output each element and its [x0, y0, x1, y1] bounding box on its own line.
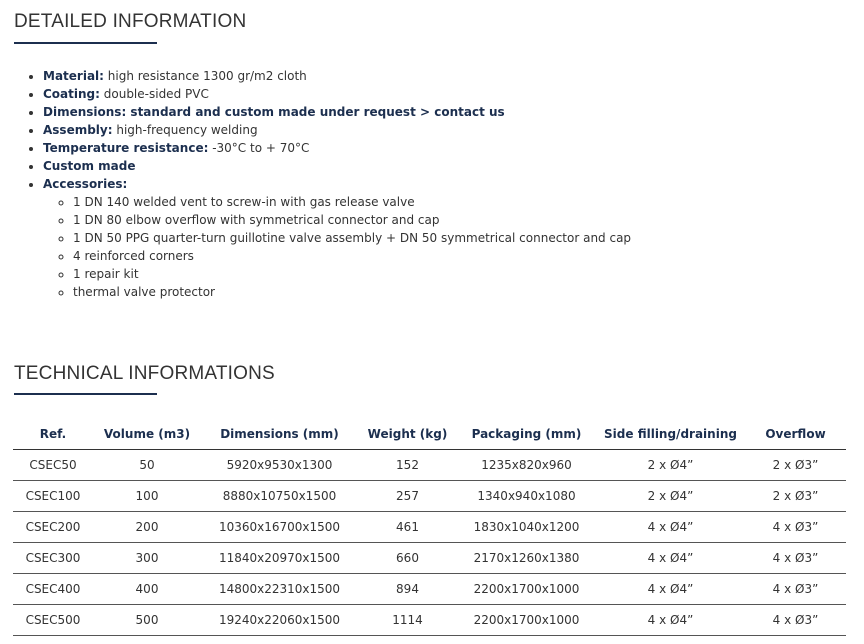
- header-side-filling: Side filling/draining: [596, 418, 745, 450]
- cell-weight: 660: [358, 543, 457, 574]
- cell-side-filling: 2 x Ø4”: [596, 481, 745, 512]
- cell-packaging: 2200x1700x1000: [457, 605, 596, 636]
- spec-dimensions: [43, 103, 631, 121]
- spec-label: Material:: [43, 69, 104, 83]
- cell-volume: 500: [93, 605, 201, 636]
- cell-ref: CSEC200: [13, 512, 93, 543]
- header-volume: Volume (m3): [93, 418, 201, 450]
- spec-label: Accessories:: [43, 177, 128, 191]
- accessory-item: ◦ 1 DN 50 PPG quarter-turn guillotine valve assembly + DN 50 symmetrical connector and cap: [73, 229, 631, 247]
- cell-weight: 894: [358, 574, 457, 605]
- cell-overflow: 4 x Ø3”: [745, 512, 846, 543]
- spec-value: high-frequency welding: [112, 123, 258, 137]
- cell-overflow: 2 x Ø3”: [745, 450, 846, 481]
- cell-dimensions: 8880x10750x1500: [201, 481, 358, 512]
- accessory-item: ◦ thermal valve protector: [73, 283, 631, 301]
- cell-weight: 152: [358, 450, 457, 481]
- cell-volume: 200: [93, 512, 201, 543]
- accessory-item: ◦ 1 DN 80 elbow overflow with symmetrical connector and cap: [73, 211, 631, 229]
- header-weight: Weight (kg): [358, 418, 457, 450]
- cell-volume: 400: [93, 574, 201, 605]
- cell-ref: CSEC500: [13, 605, 93, 636]
- header-overflow: Overflow: [745, 418, 846, 450]
- cell-dimensions: 5920x9530x1300: [201, 450, 358, 481]
- table-row: [13, 450, 846, 481]
- spec-temperature: [43, 139, 631, 157]
- cell-volume: 50: [93, 450, 201, 481]
- spec-value: -30°C to + 70°C: [208, 141, 310, 155]
- header-packaging: Packaging (mm): [457, 418, 596, 450]
- spec-label: Dimensions: standard and custom made under request > contact us: [43, 105, 505, 119]
- spec-label: Custom made: [43, 159, 136, 173]
- cell-weight: 1114: [358, 605, 457, 636]
- cell-packaging: 1830x1040x1200: [457, 512, 596, 543]
- title-underline: [14, 393, 157, 395]
- cell-ref: CSEC400: [13, 574, 93, 605]
- table-row: [13, 574, 846, 605]
- header-dimensions: Dimensions (mm): [201, 418, 358, 450]
- specifications-list: [24, 67, 631, 301]
- cell-dimensions: 19240x22060x1500: [201, 605, 358, 636]
- table-row: [13, 512, 846, 543]
- spec-assembly: [43, 121, 631, 139]
- cell-weight: 461: [358, 512, 457, 543]
- technical-informations-title: TECHNICAL INFORMATIONS: [14, 363, 275, 384]
- cell-weight: 257: [358, 481, 457, 512]
- cell-side-filling: 2 x Ø4”: [596, 450, 745, 481]
- cell-side-filling: 4 x Ø4”: [596, 543, 745, 574]
- cell-side-filling: 4 x Ø4”: [596, 574, 745, 605]
- table-header-row: [13, 418, 846, 450]
- spec-label: Temperature resistance:: [43, 141, 209, 155]
- title-underline: [14, 42, 157, 44]
- table-row: [13, 543, 846, 574]
- cell-dimensions: 10360x16700x1500: [201, 512, 358, 543]
- spec-custom-made: [43, 157, 631, 175]
- accessory-item: ◦ 1 DN 140 welded vent to screw-in with gas release valve: [73, 193, 631, 211]
- header-ref: Ref.: [13, 418, 93, 450]
- cell-overflow: 4 x Ø3”: [745, 543, 846, 574]
- cell-overflow: 2 x Ø3”: [745, 481, 846, 512]
- spec-value: double-sided PVC: [99, 87, 209, 101]
- cell-volume: 100: [93, 481, 201, 512]
- spec-value: high resistance 1300 gr/m2 cloth: [103, 69, 307, 83]
- accessories-list: [43, 193, 631, 301]
- cell-packaging: 1340x940x1080: [457, 481, 596, 512]
- cell-ref: CSEC100: [13, 481, 93, 512]
- spec-coating: [43, 85, 631, 103]
- table-row: [13, 481, 846, 512]
- detailed-information-title: DETAILED INFORMATION: [14, 11, 247, 32]
- cell-dimensions: 14800x22310x1500: [201, 574, 358, 605]
- cell-packaging: 1235x820x960: [457, 450, 596, 481]
- spec-material: [43, 67, 631, 85]
- cell-overflow: 4 x Ø3”: [745, 574, 846, 605]
- cell-packaging: 2170x1260x1380: [457, 543, 596, 574]
- cell-side-filling: 4 x Ø4”: [596, 512, 745, 543]
- cell-ref: CSEC50: [13, 450, 93, 481]
- cell-side-filling: 4 x Ø4”: [596, 605, 745, 636]
- spec-label: Coating:: [43, 87, 100, 101]
- cell-volume: 300: [93, 543, 201, 574]
- table-row: [13, 605, 846, 636]
- cell-dimensions: 11840x20970x1500: [201, 543, 358, 574]
- spec-label: Assembly:: [43, 123, 113, 137]
- accessory-item: ◦ 1 repair kit: [73, 265, 631, 283]
- accessory-item: ◦ 4 reinforced corners: [73, 247, 631, 265]
- cell-packaging: 2200x1700x1000: [457, 574, 596, 605]
- spec-accessories: [43, 175, 631, 301]
- cell-overflow: 4 x Ø3”: [745, 605, 846, 636]
- cell-ref: CSEC300: [13, 543, 93, 574]
- technical-table: [13, 418, 846, 636]
